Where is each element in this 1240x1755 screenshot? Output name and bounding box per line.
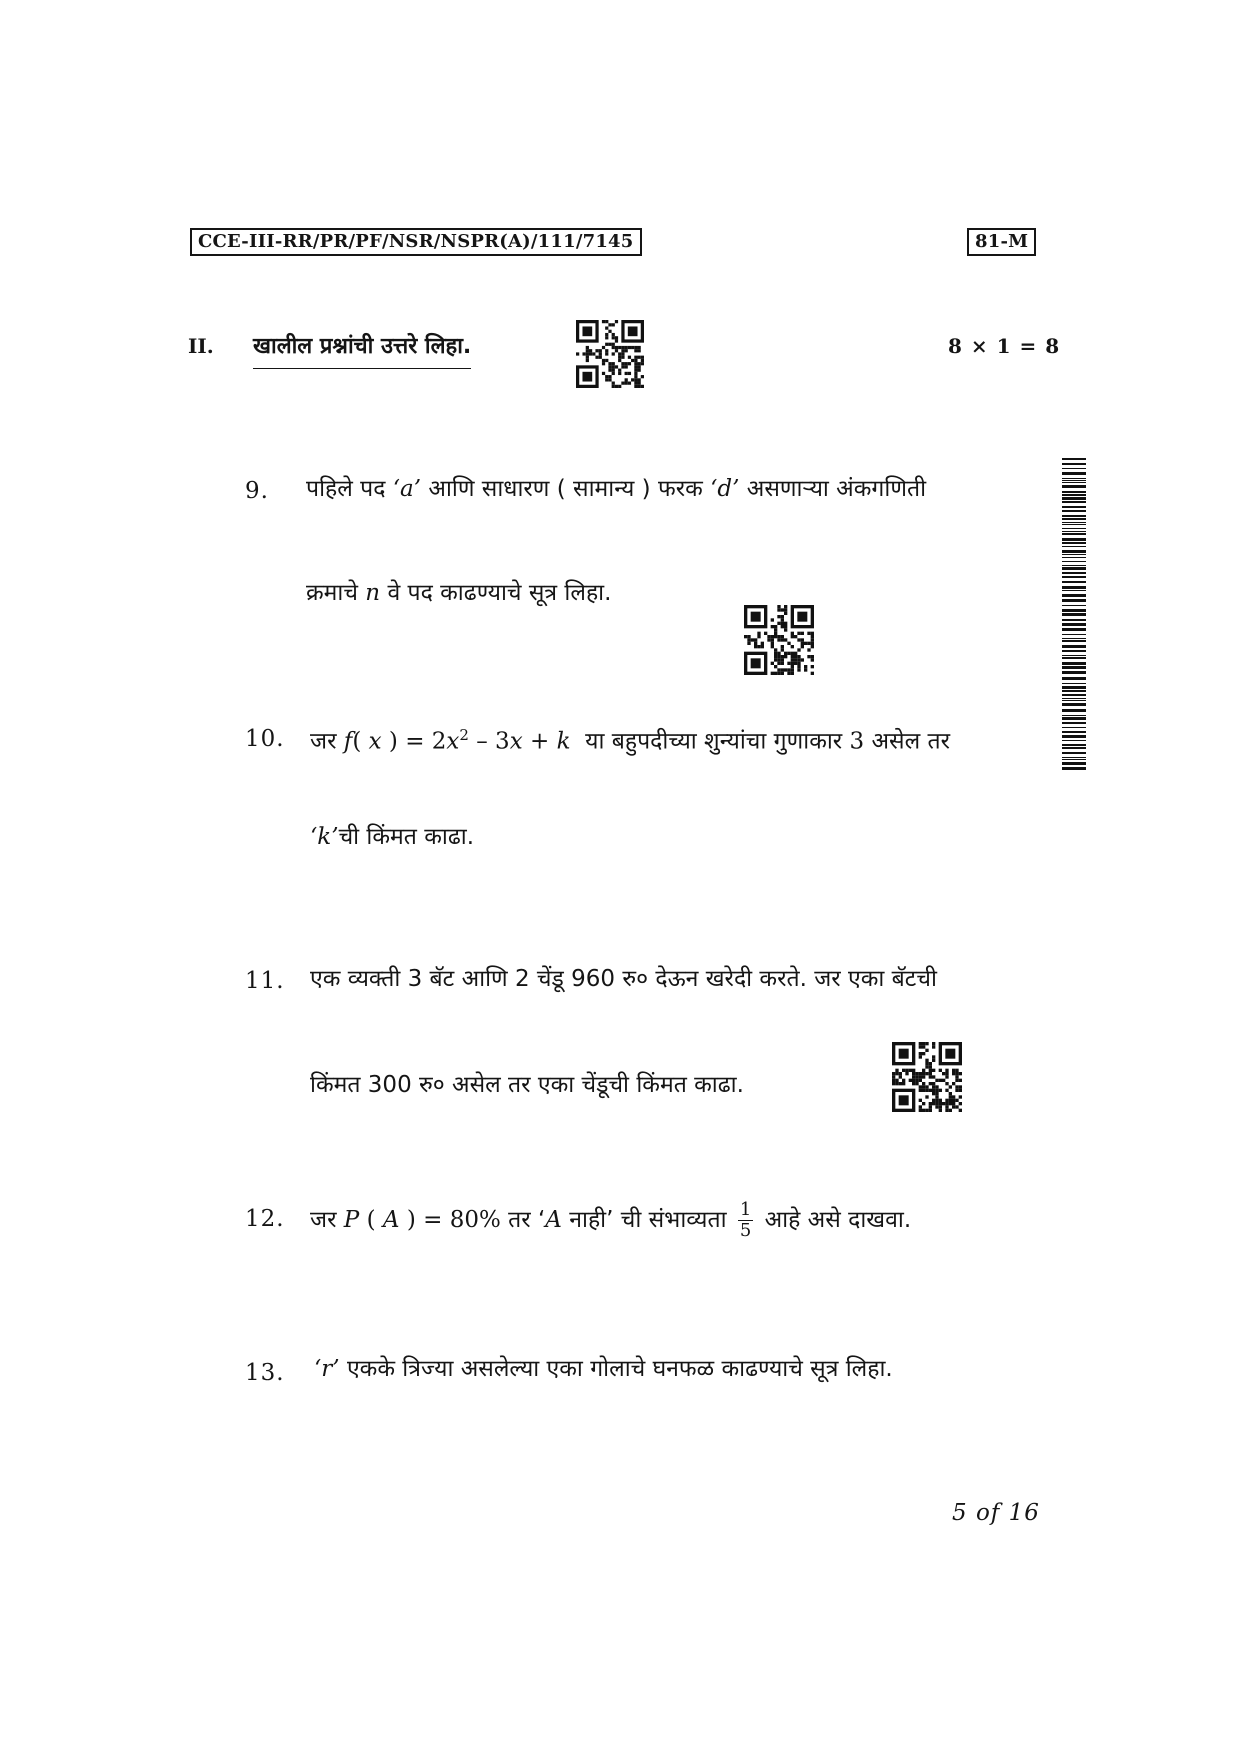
section-title: खालील प्रश्नांची उत्तरे लिहा. — [253, 330, 471, 369]
question-10-line-1: जर f( x ) = $2x^2 - 3x + k$ या बहुपदीच्या शुन्यांचा गुणाकार 3 असेल तर — [310, 726, 951, 755]
qr-code-icon — [744, 605, 814, 675]
paper-code: 81-M — [967, 228, 1036, 256]
question-10-line-2: ‘k’ची किंमत काढा. — [310, 824, 475, 850]
question-number: 9. — [245, 478, 269, 504]
question-11-line-1: एक व्यक्ती 3 बॅट आणि 2 चेंडू 960 रु० देऊन खरेदी करते. जर एका बॅटची — [310, 966, 937, 992]
question-9-line-2: क्रमाचे n वे पद काढण्याचे सूत्र लिहा. — [306, 580, 612, 606]
barcode-icon — [1062, 458, 1086, 770]
page-number: 5 of 16 — [952, 1500, 1040, 1526]
question-11-line-2: किंमत 300 रु० असेल तर एका चेंडूची किंमत काढा. — [310, 1072, 744, 1098]
question-13-text: ‘r’ एकके त्रिज्या असलेल्या एका गोलाचे घनफळ काढण्याचे सूत्र लिहा. — [314, 1356, 893, 1382]
question-number: 12. — [245, 1206, 285, 1232]
question-number: 13. — [245, 1360, 285, 1386]
question-number: 10. — [245, 726, 285, 752]
question-9-line-1: पहिले पद ‘a’ आणि साधारण ( सामान्य ) फरक ‘d’ असणाऱ्या अंकगणिती — [306, 476, 927, 502]
qr-code-icon — [892, 1042, 962, 1112]
fraction: $\frac{1}{5}$ — [739, 1199, 752, 1241]
question-12-text: जर P ( A ) = 80% तर ‘A नाही’ ची संभाव्यता $\frac{1}{5}$ आहे असे दाखवा. — [310, 1199, 912, 1241]
qr-code-icon — [576, 320, 644, 388]
question-number: 11. — [245, 968, 285, 994]
section-marks: 8 × 1 = 8 — [948, 334, 1061, 358]
section-number: II. — [188, 334, 214, 358]
exam-code: CCE-III-RR/PR/PF/NSR/NSPR(A)/111/7145 — [190, 228, 642, 256]
